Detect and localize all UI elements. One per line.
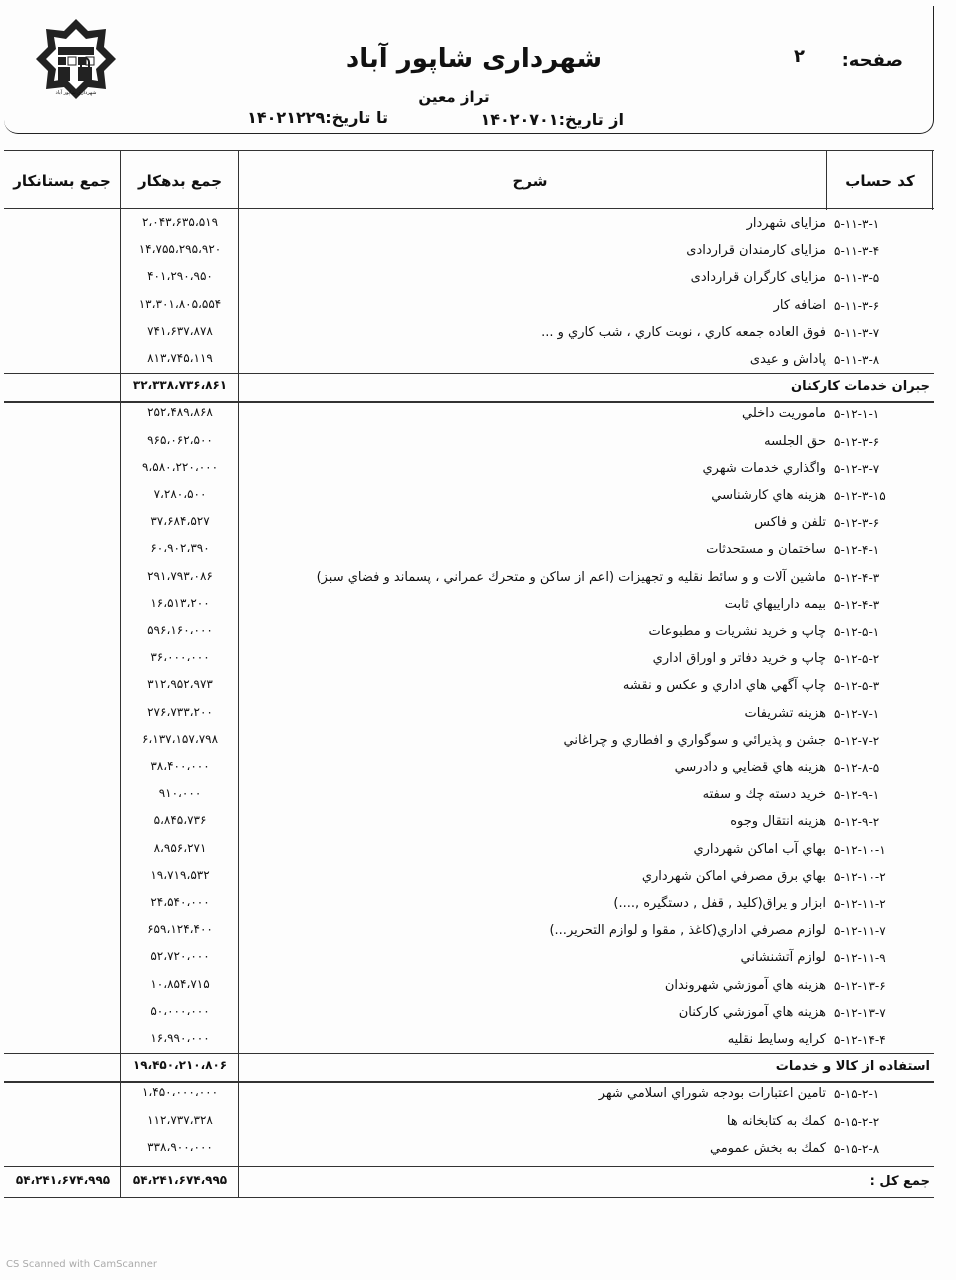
debit-amount: ۶۵۹،۱۲۴،۴۰۰	[147, 922, 213, 937]
account-code: ۵-۱۲-۱۱-۹	[834, 951, 886, 966]
account-description: تلفن و فاکس	[754, 515, 826, 531]
to-date: تا تاریخ:۱۴۰۲۱۲۲۹	[247, 108, 388, 127]
table-row	[4, 1082, 934, 1108]
table-row	[4, 212, 934, 238]
account-description: تامین اعتبارات بودجه شوراي اسلامي شهر	[598, 1086, 826, 1102]
table-row	[4, 1028, 934, 1054]
logo-caption: شهرداری شاپور آباد	[55, 90, 97, 96]
table-row	[4, 566, 934, 592]
account-code: ۵-۱۱-۳-۴	[834, 244, 880, 259]
table-row	[4, 729, 934, 755]
subtotal-row	[4, 1055, 934, 1081]
debit-amount: ۱۱۲،۷۳۷،۳۲۸	[147, 1112, 213, 1127]
account-code: ۵-۱۲-۳-۱۵	[834, 489, 886, 503]
account-code: ۵-۱۲-۴-۱	[834, 543, 880, 558]
debit-amount: ۹۶۵،۰۶۲،۵۰۰	[147, 432, 213, 447]
account-code: ۵-۱۵-۲-۲	[834, 1114, 880, 1129]
subtotal-row	[4, 375, 934, 401]
table-row	[4, 266, 934, 292]
account-code: ۵-۱۲-۵-۲	[834, 652, 880, 667]
account-code: ۵-۱۲-۱۴-۴	[834, 1033, 886, 1047]
debit-amount: ۲۹۱،۷۹۳،۰۸۶	[147, 568, 213, 583]
debit-amount: ۳۸،۴۰۰،۰۰۰	[150, 759, 210, 773]
account-description: فوق العاده جمعه کاري ، نوبت کاري ، شب کاري و ...	[541, 324, 826, 340]
subtotal-top-border	[4, 373, 934, 374]
debit-amount: ۲۵۲،۴۸۹،۸۶۸	[147, 405, 213, 420]
col-header-credit: جمع بستانکار	[13, 172, 111, 190]
ledger-table	[4, 150, 934, 1198]
subtotal-debit: ۱۹،۴۵۰،۲۱۰،۸۰۶	[132, 1058, 228, 1073]
table-row	[4, 702, 934, 728]
debit-amount: ۲۷۶،۷۳۳،۲۰۰	[147, 704, 213, 719]
account-description: کمك به کتابخانه ها	[726, 1113, 826, 1129]
account-description: هزینه هاي آموزشي شهروندان	[664, 977, 826, 993]
table-row	[4, 892, 934, 918]
account-description: بیمه داراییهاي ثابت	[724, 596, 826, 612]
subtotal-label: استفاده از کالا و خدمات	[775, 1059, 930, 1075]
debit-amount: ۱۰،۸۵۴،۷۱۵	[150, 976, 210, 991]
account-code: ۵-۱۲-۱۱-۲	[834, 897, 886, 911]
account-code: ۵-۱۵-۲-۱	[834, 1087, 880, 1102]
table-row	[4, 783, 934, 809]
table-top-border	[4, 150, 934, 151]
account-code: ۵-۱۱-۳-۵	[834, 271, 880, 286]
account-description: ساختمان و مستحدثات	[706, 542, 826, 558]
debit-amount: ۵۰،۰۰۰،۰۰۰	[150, 1003, 210, 1018]
subtotal-debit: ۳۲،۳۳۸،۷۳۶،۸۶۱	[132, 378, 228, 393]
account-description: بهاي برق مصرفي اماکن شهرداري	[641, 868, 826, 884]
account-description: خرید دسته چك و سفته	[702, 787, 826, 803]
debit-amount: ۱۶،۵۱۳،۲۰۰	[150, 595, 210, 610]
debit-amount: ۷۴۱،۶۳۷،۸۷۸	[147, 323, 213, 338]
table-row	[4, 538, 934, 564]
debit-amount: ۳۷،۶۸۴،۵۲۷	[150, 514, 210, 529]
account-description: واگذاري خدمات شهري	[702, 460, 826, 476]
table-row	[4, 1137, 934, 1163]
account-description: هزینه تشریفات	[744, 705, 826, 721]
subtotal-label: جبران خدمات کارکنان	[790, 379, 930, 395]
account-code: ۵-۱۲-۱۰-۱	[834, 842, 886, 857]
account-code: ۵-۱۲-۸-۵	[834, 761, 880, 775]
account-description: هزینه هاي کارشناسي	[711, 488, 826, 503]
account-code: ۵-۱۲-۷-۲	[834, 733, 880, 748]
account-description: کمك به بخش عمومي	[709, 1140, 826, 1156]
account-description: بهاي آب اماکن شهرداري	[693, 841, 826, 857]
account-description: چاپ و خرید نشریات و مطبوعات	[648, 624, 826, 639]
table-row	[4, 946, 934, 972]
account-description: هزینه انتقال وجوه	[730, 814, 826, 830]
table-row	[4, 402, 934, 428]
account-description: حق الجلسه	[764, 433, 826, 449]
debit-amount: ۲۴،۵۴۰،۰۰۰	[150, 895, 210, 909]
account-code: ۵-۱۱-۳-۱	[834, 217, 880, 231]
account-description: مزایای کارمندان قراردادی	[686, 243, 826, 259]
report-header	[4, 6, 934, 134]
account-code: ۵-۱۱-۳-۶	[834, 298, 880, 313]
scanner-watermark: CS Scanned with CamScanner	[6, 1259, 157, 1270]
report-title: تراز معین	[418, 88, 490, 106]
org-title: شهرداری شاپور آباد	[345, 44, 603, 74]
grand-total-label: جمع کل :	[869, 1174, 930, 1189]
account-code: ۵-۱۲-۵-۳	[834, 679, 880, 694]
account-description: هزینه هاي قضايي و دادرسي	[674, 760, 826, 775]
account-code: ۵-۱۲-۱۱-۷	[834, 924, 886, 939]
table-row	[4, 674, 934, 700]
header-bottom-border	[4, 208, 934, 209]
table-row	[4, 321, 934, 347]
table-row	[4, 294, 934, 320]
debit-amount: ۸۱۳،۷۴۵،۱۱۹	[147, 351, 213, 365]
col-header-debit: جمع بدهکار	[137, 172, 223, 190]
table-row	[4, 593, 934, 619]
account-description: چاپ و خرید دفاتر و اوراق اداري	[652, 651, 826, 667]
debit-amount: ۶،۱۳۷،۱۵۷،۷۹۸	[141, 731, 219, 746]
account-description: جشن و پذیرائي و سوگواري و افطاري و چراغاني	[563, 732, 826, 748]
account-code: ۵-۱۱-۳-۷	[834, 325, 880, 340]
table-row	[4, 810, 934, 836]
subtotal-top-border	[4, 1053, 934, 1054]
account-code: ۵-۱۲-۹-۲	[834, 815, 880, 830]
account-description: ماشین آلات و و سائط نقلیه و تجهیزات (اعم از ساکن و متحرك عمراني ، پسماند و فضاي سبز)	[316, 569, 826, 585]
account-description: چاپ آگهي هاي اداري و عکس و نقشه	[622, 678, 826, 694]
grand-total-credit: ۵۴،۲۴۱،۶۷۴،۹۹۵	[15, 1173, 111, 1187]
account-code: ۵-۱۲-۱۳-۷	[834, 1005, 886, 1020]
debit-amount: ۹،۵۸۰،۲۲۰،۰۰۰	[141, 459, 219, 474]
account-description: اضافه کار	[773, 297, 826, 313]
table-row	[4, 620, 934, 646]
account-description: هزینه هاي آموزشي کارکنان	[678, 1004, 826, 1020]
account-code: ۵-۱۲-۳-۷	[834, 461, 880, 476]
account-code: ۵-۱۲-۳-۶	[834, 516, 880, 531]
account-code: ۵-۱۲-۹-۱	[834, 788, 880, 803]
table-row	[4, 919, 934, 945]
debit-amount: ۲،۰۴۳،۶۳۵،۵۱۹	[141, 215, 219, 229]
debit-amount: ۶۰،۹۰۲،۳۹۰	[150, 541, 210, 556]
table-row	[4, 756, 934, 782]
col-divider-code	[826, 150, 827, 210]
table-row	[4, 511, 934, 537]
debit-amount: ۴۰۱،۲۹۰،۹۵۰	[147, 269, 213, 284]
account-code: ۵-۱۲-۴-۳	[834, 597, 880, 612]
debit-amount: ۱۹،۷۱۹،۵۳۲	[150, 867, 210, 882]
table-row	[4, 484, 934, 510]
debit-amount: ۸،۹۵۶،۲۷۱	[153, 840, 207, 855]
from-date: از تاریخ:۱۴۰۲۰۷۰۱	[480, 110, 624, 129]
account-description: کرایه وسایط نقلیه	[727, 1032, 826, 1047]
grand-total-top-border	[4, 1166, 934, 1167]
account-code: ۵-۱۲-۵-۱	[834, 625, 880, 639]
debit-amount: ۱۴،۷۵۵،۲۹۵،۹۲۰	[138, 242, 222, 257]
account-description: پاداش و عیدی	[749, 352, 826, 367]
debit-amount: ۳۱۲،۹۵۲،۹۷۳	[147, 677, 213, 692]
page-label: صفحه:	[841, 50, 903, 71]
grand-total-bottom-border	[4, 1197, 934, 1198]
account-description: مزایای شهردار	[746, 216, 826, 231]
debit-amount: ۱،۴۵۰،۰۰۰،۰۰۰	[141, 1085, 219, 1100]
table-row	[4, 974, 934, 1000]
account-code: ۵-۱۵-۲-۸	[834, 1141, 880, 1156]
account-description: ابزار و يراق(کلید , قفل , دستگیره ,....)	[613, 896, 826, 911]
debit-amount: ۳۳۸،۹۰۰،۰۰۰	[147, 1139, 213, 1154]
debit-amount: ۵،۸۴۵،۷۳۶	[153, 813, 207, 828]
table-row	[4, 430, 934, 456]
page-number: ۲	[794, 46, 805, 67]
debit-amount: ۱۶،۹۹۰،۰۰۰	[150, 1031, 210, 1045]
account-code: ۵-۱۱-۳-۸	[834, 353, 880, 367]
col-header-code: کد حساب	[845, 172, 915, 190]
table-row	[4, 1001, 934, 1027]
table-row	[4, 647, 934, 673]
account-description: لوازم مصرفي اداري(کاغذ , مقوا و لوازم التحریر...)	[549, 923, 826, 939]
grand-total-row	[4, 1170, 934, 1196]
table-row	[4, 239, 934, 265]
account-code: ۵-۱۲-۷-۱	[834, 706, 880, 721]
account-description: لوازم آتشنشاني	[740, 950, 826, 966]
table-right-border	[932, 150, 933, 210]
account-code: ۵-۱۲-۴-۳	[834, 570, 880, 585]
debit-amount: ۳۶،۰۰۰،۰۰۰	[150, 650, 210, 665]
account-description: ماموریت داخلي	[742, 406, 826, 422]
table-row	[4, 838, 934, 864]
col-header-description: شرح	[512, 172, 548, 190]
debit-amount: ۵۹۶،۱۶۰،۰۰۰	[147, 623, 213, 637]
debit-amount: ۹۱۰،۰۰۰	[158, 786, 202, 801]
account-code: ۵-۱۲-۱۳-۶	[834, 978, 886, 993]
table-row	[4, 1110, 934, 1136]
account-code: ۵-۱۲-۳-۶	[834, 434, 880, 449]
table-row	[4, 865, 934, 891]
debit-amount: ۱۳،۳۰۱،۸۰۵،۵۵۴	[138, 296, 222, 311]
grand-total-debit: ۵۴،۲۴۱،۶۷۴،۹۹۵	[132, 1173, 228, 1187]
debit-amount: ۵۲،۷۲۰،۰۰۰	[150, 949, 210, 964]
account-code: ۵-۱۲-۱۰-۲	[834, 869, 886, 884]
account-description: مزایای کارگران قراردادی	[690, 270, 826, 286]
debit-amount: ۷،۲۸۰،۵۰۰	[153, 487, 207, 501]
table-row	[4, 348, 934, 374]
table-row	[4, 457, 934, 483]
account-code: ۵-۱۲-۱-۱	[834, 407, 880, 422]
